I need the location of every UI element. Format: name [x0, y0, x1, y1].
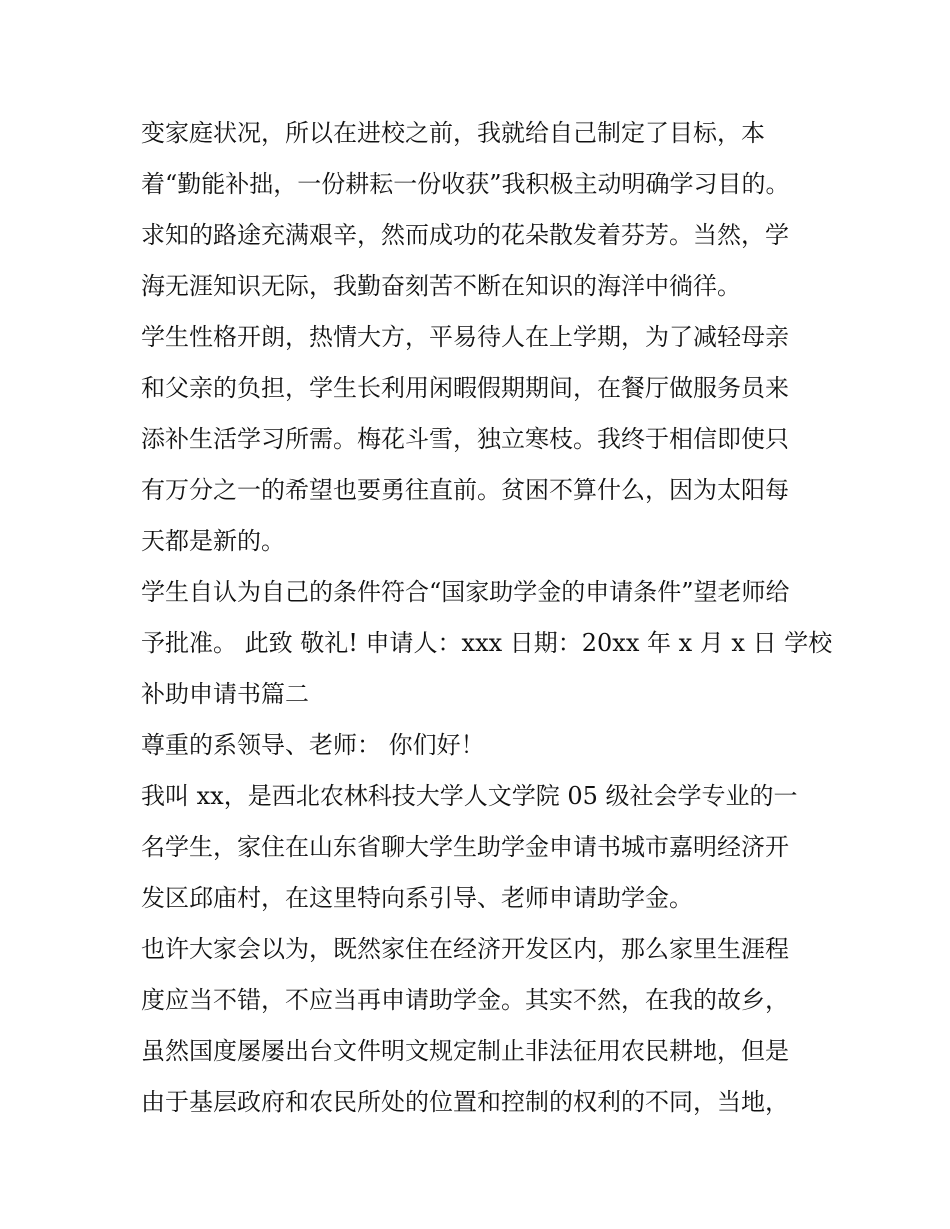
- text-line: 予批准。 此致 敬礼! 申请人：xxx 日期：20xx 年 x 月 x 日 学校: [141, 629, 833, 657]
- text-line: 虽然国度屡屡出台文件明文规定制止非法征用农民耕地，但是: [141, 1037, 789, 1065]
- text-line: 度应当不错，不应当再申请助学金。其实不然，在我的故乡，: [141, 986, 789, 1014]
- text-line: 天都是新的。: [141, 527, 285, 555]
- text-line: 名学生，家住在山东省聊大学生助学金申请书城市嘉明经济开: [141, 833, 789, 861]
- text-line: 由于基层政府和农民所处的位置和控制的权利的不同，当地，: [141, 1088, 789, 1116]
- text-line: 也许大家会以为，既然家住在经济开发区内，那么家里生涯程: [141, 935, 789, 963]
- text-line: 学生自认为自己的条件符合“国家助学金的申请条件”望老师给: [141, 578, 790, 606]
- document-body: [141, 108, 833, 1128]
- text-line: 变家庭状况，所以在进校之前，我就给自己制定了目标，本: [141, 119, 765, 147]
- text-line: 学生性格开朗，热情大方，平易待人在上学期，为了减轻母亲: [141, 323, 789, 351]
- text-line: 和父亲的负担，学生长利用闲暇假期期间，在餐厅做服务员来: [141, 374, 789, 402]
- section-heading: 补助申请书篇二: [141, 680, 309, 708]
- text-line: 求知的路途充满艰辛，然而成功的花朵散发着芬芳。当然，学: [141, 221, 789, 249]
- text-line: 我叫 xx，是西北农林科技大学人文学院 05 级社会学专业的一: [141, 782, 798, 810]
- text-line: 发区邱庙村，在这里特向系引导、老师申请助学金。: [141, 884, 693, 912]
- salutation: 尊重的系领导、老师： 你们好！: [141, 731, 485, 759]
- text-line: 海无涯知识无际，我勤奋刻苦不断在知识的海洋中徜徉。: [141, 272, 741, 300]
- text-line: 添补生活学习所需。梅花斗雪，独立寒枝。我终于相信即使只: [141, 425, 789, 453]
- text-line: 着“勤能补拙，一份耕耘一份收获”我积极主动明确学习目的。: [141, 170, 790, 198]
- text-line: 有万分之一的希望也要勇往直前。贫困不算什么，因为太阳每: [141, 476, 789, 504]
